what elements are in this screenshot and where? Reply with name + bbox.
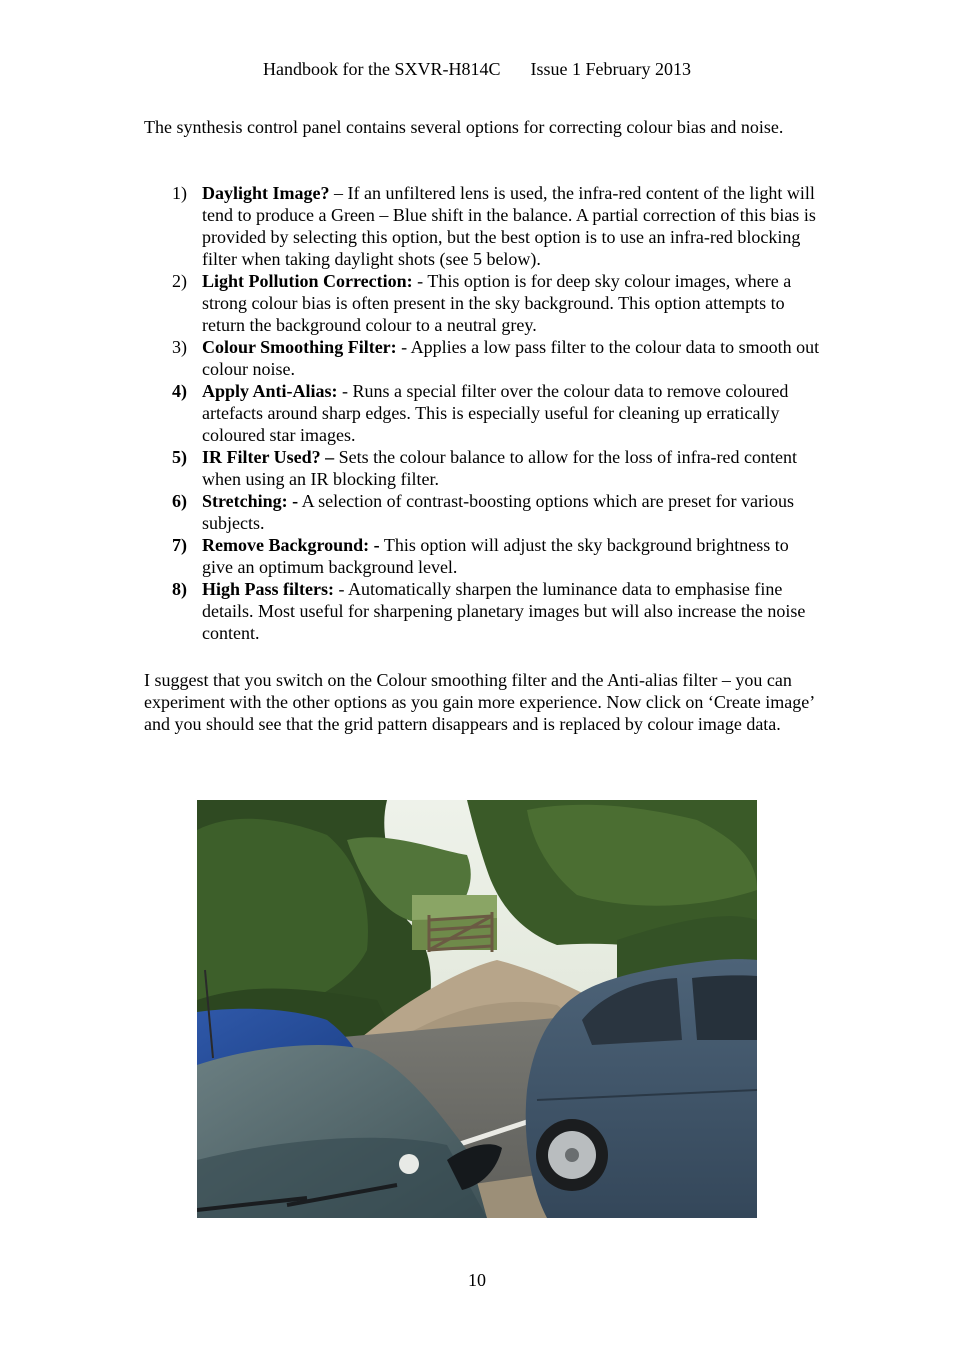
option-term: High Pass filters: — [202, 579, 334, 599]
option-number: 5) — [172, 447, 187, 467]
option-item — [172, 270, 822, 336]
page-number: 10 — [468, 1270, 486, 1290]
option-description: This option will adjust the sky background brightness to give an optimum background level. — [202, 535, 789, 577]
option-item — [172, 490, 822, 534]
option-number: 7) — [172, 535, 187, 555]
option-item — [172, 446, 822, 490]
option-number: 4) — [172, 381, 187, 401]
option-number: 6) — [172, 491, 187, 511]
intro-paragraph: The synthesis control panel contains several options for correcting colour bias and noise. — [144, 117, 784, 137]
option-number: 2) — [172, 271, 187, 291]
option-description: A selection of contrast-boosting options which are preset for various subjects. — [202, 491, 795, 533]
option-description: - This option is for deep sky colour images, where a strong colour bias is often present in the sky background. This option attempts to return the background colour to a neutral grey. — [202, 271, 792, 335]
option-number: 3) — [172, 337, 187, 357]
option-number: 8) — [172, 579, 187, 599]
option-item — [172, 380, 822, 446]
option-description: Sets the colour balance to allow for the loss of infra-red content when using an IR blocking filter. — [202, 447, 798, 489]
option-term: Stretching: - — [202, 491, 299, 511]
closing-paragraph: I suggest that you switch on the Colour smoothing filter and the Anti-alias filter – you can experiment with the other options as you gain more experience. Now click on ‘Create image’ and you should see that the grid pattern disappears and is replaced by colour image data. — [144, 670, 814, 734]
option-number: 1) — [172, 183, 187, 203]
option-description: - Automatically sharpen the luminance data to emphasise fine details. Most useful for sharpening planetary images but will also increase the noise content. — [202, 579, 806, 643]
colour-image-photo — [197, 800, 757, 1218]
options-list — [172, 182, 822, 644]
header-issue: Issue 1 February 2013 — [530, 59, 691, 79]
header-title: Handbook for the SXVR-H814C — [263, 59, 501, 79]
option-description: – If an unfiltered lens is used, the infra-red content of the light will tend to produce a Green – Blue shift in the balance. A partial correction of this bias is provided by selecting this option, but the best option is to use an infra-red blocking filter when taking daylight shots (see 5 below). — [202, 183, 816, 269]
option-term: IR Filter Used? – — [202, 447, 335, 467]
option-term: Light Pollution Correction: — [202, 271, 413, 291]
option-item — [172, 182, 822, 270]
page-header — [0, 58, 954, 80]
option-term: Apply Anti-Alias: — [202, 381, 338, 401]
option-term: Colour Smoothing Filter: — [202, 337, 397, 357]
option-description: - Applies a low pass filter to the colour data to smooth out colour noise. — [202, 337, 820, 379]
option-term: Remove Background: - — [202, 535, 380, 555]
option-item — [172, 336, 822, 380]
option-term: Daylight Image? — [202, 183, 330, 203]
option-description: - Runs a special filter over the colour data to remove coloured artefacts around sharp edges. This is especially useful for cleaning up erratically coloured star images. — [202, 381, 789, 445]
option-item — [172, 578, 822, 644]
option-item — [172, 534, 822, 578]
